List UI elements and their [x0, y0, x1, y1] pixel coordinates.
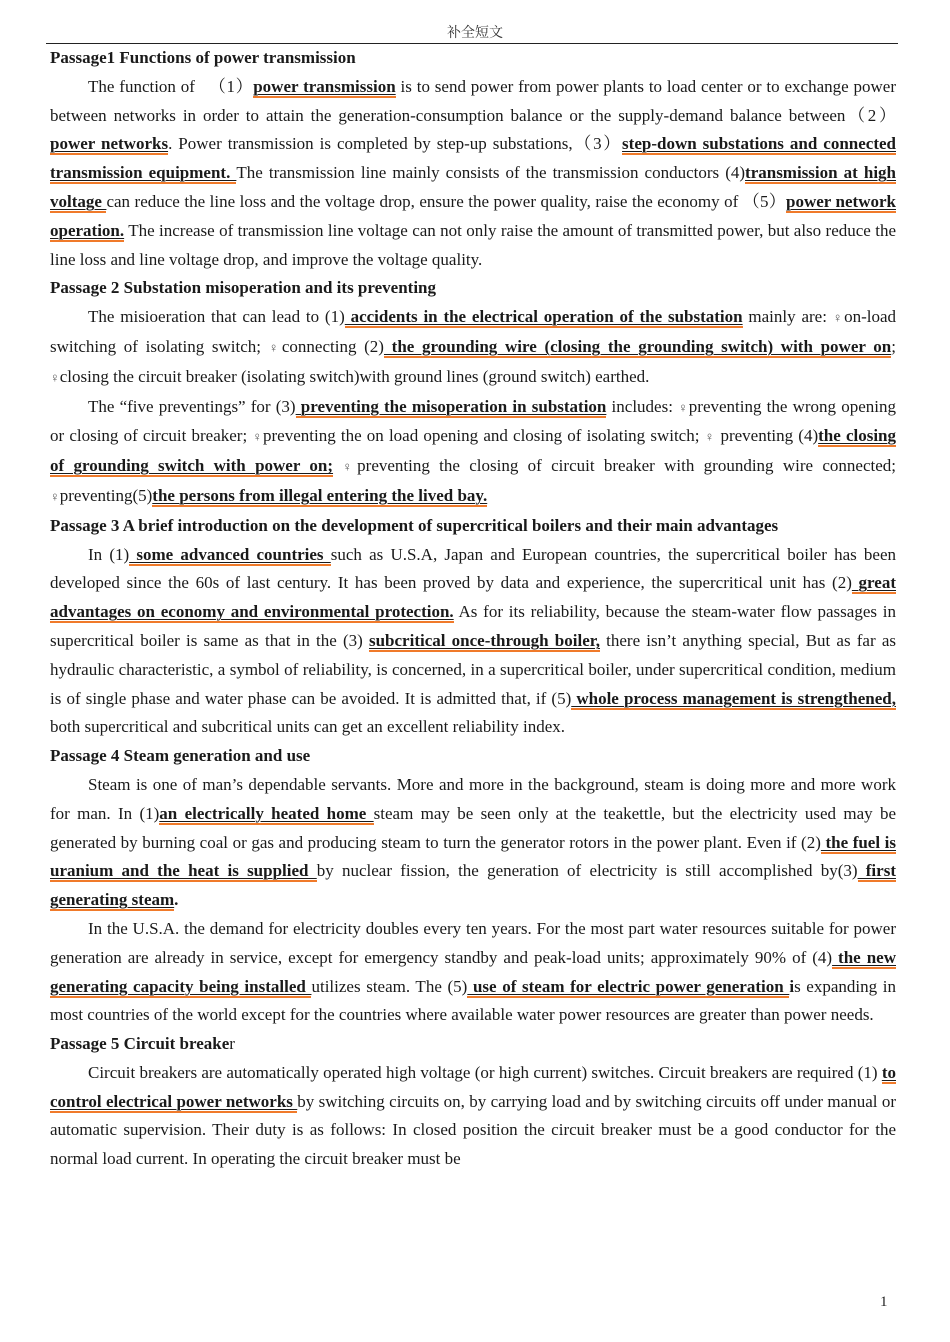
bullet-icon: ♀ [252, 429, 264, 445]
answer-blank: the persons from illegal entering the lived bay. [152, 485, 488, 505]
passage-title: Passage 2 Substation misoperation and its preventing [50, 278, 437, 298]
answer-blank: the fuel is uranium and the heat is supplied [50, 832, 896, 881]
passage-paragraph: The function of （1）power transmission is to send power from power plants to load center or to exchange power between networks in order to attain the generation-consumption balance or the supply-demand balance between（2）power networks. Power transmission is completed by step-up substations,（3）step-down substations and connected transmission equipment. The transmission line mainly consists of the transmission conductors (4)transmission at high voltage can reduce the line loss and the voltage drop, ensure the power quality, raise the economy of （5）power network operation. The increase of transmission line voltage can not only raise the amount of transmitted power, but also reduce the line loss and line voltage drop, and improve the voltage quality. [50, 76, 897, 269]
answer-blank: great advantages on economy and environmental protection. [50, 573, 896, 622]
answer-blank: accidents in the electrical operation of the substation [344, 307, 743, 327]
passage-paragraph: The “five preventings” for (3) preventing the misoperation in substation includes: ♀preventing the wrong opening or closing of circuit breaker; ♀preventing the on load opening and closing of isolating switch; ♀ preventing (4)the closing of grounding switch with power on; ♀preventing the closing of circuit breaker with grounding wire connected; ♀preventing(5)the persons from illegal entering the lived bay. [50, 396, 897, 505]
answer-blank: preventing the misoperation in substation [295, 396, 607, 416]
passage-paragraph: Circuit breakers are automatically operated high voltage (or high current) switches. Circuit breakers are required (1) to control electrical power networks by switching circuits on, by carrying load and by switching circuits off under manual or automatic supervision. Their duty is as follows: In closed position the circuit breaker must be a good conductor for the normal load current. In operating the circuit breaker must be [50, 1062, 897, 1169]
answer-blank: step-down substations and connected transmission equipment. [50, 134, 896, 183]
passage-title: Passage1 Functions of power transmission [50, 48, 356, 67]
answer-blank: first generating steam [50, 861, 896, 910]
answer-blank: power transmission [253, 76, 396, 96]
answer-blank: the closing of grounding switch with power on; [50, 426, 897, 476]
answer-blank: an electrically heated home [159, 803, 374, 823]
answer-blank: the new generating capacity being installed [50, 947, 896, 996]
document-body [50, 44, 896, 1174]
answer-blank: whole process management is strengthened, [571, 688, 896, 708]
answer-blank: the grounding wire (closing the grounding switch) with power on [383, 336, 892, 356]
passage-paragraph: The misioeration that can lead to (1) accidents in the electrical operation of the substation mainly are: ♀on-load switching of isolating switch; ♀connecting (2) the grounding wire (closing the grounding switch) with power on; ♀closing the circuit breaker (isolating switch)with ground lines (ground switch) earthed. [50, 307, 896, 386]
answer-blank: transmission at high voltage [50, 163, 896, 211]
answer-blank: power networks [50, 134, 169, 154]
passage-paragraph: In (1) some advanced countries such as U.S.A, Japan and European countries, the supercritical boiler has been developed since the 60s of last century. It has been proved by data and experience, the supercritical unit has (2) great advantages on economy and environmental protection. As for its reliability, because the steam-water flow passages in supercritical boiler is same as that in the (3) subcritical once-through boiler, there isn’t anything special, But as far as hydraulic characteristic, a symbol of reliability, is concerned, in a supercritical boiler, under supercritical condition, medium is of single phase and water phase can be avoided. It is admitted that, if (5) whole process management is strengthened, both supercritical and subcritical units can get an excellent reliability index. [50, 544, 897, 737]
page-header: 补全短文 [447, 25, 503, 41]
bullet-icon: ♀ [50, 369, 60, 385]
passage-paragraph: Steam is one of man’s dependable servants. More and more in the background, steam is doing more and more work for man. In (1)an electrically heated home steam may be seen only at the teakettle, but the electricity used may be generated by burning coal or gas and producing steam to turn the generator rotors in the power plant. Even if (2) the fuel is uranium and the heat is supplied by nuclear fission, the generation of electricity is still accomplished by(3) first generating steam. [50, 774, 896, 910]
bullet-icon: ♀ [50, 488, 60, 504]
bullet-icon: ♀ [268, 339, 282, 355]
answer-blank: power network operation. [50, 191, 896, 240]
answer-blank: to control electrical power networks [50, 1062, 896, 1111]
passage-title: Passage 5 Circuit breaker [50, 1034, 235, 1054]
page-number: 1 [880, 1294, 888, 1310]
bullet-icon: ♀ [678, 399, 689, 415]
passage-paragraph: In the U.S.A. the demand for electricity doubles every ten years. For the most part water resources suitable for power generation are already in service, except for emergency standby and peak-load units; approximately 90% of (4) the new generating capacity being installed utilizes steam. The (5) use of steam for electric power generation is expanding in most countries of the world except for the countries where available water power resources are greater than power needs. [50, 918, 896, 1025]
bullet-icon: ♀ [832, 310, 845, 326]
passage-title: Passage 3 A brief introduction on the development of supercritical boilers and their main advantages [50, 515, 779, 535]
answer-blank: use of steam for electric power generation [467, 976, 790, 996]
bullet-icon: ♀ [342, 459, 358, 475]
answer-blank: subcritical once-through boiler, [368, 630, 600, 650]
bullet-icon: ♀ [704, 429, 716, 445]
answer-blank: some advanced countries [129, 544, 331, 564]
passage-title: Passage 4 Steam generation and use [50, 746, 311, 766]
